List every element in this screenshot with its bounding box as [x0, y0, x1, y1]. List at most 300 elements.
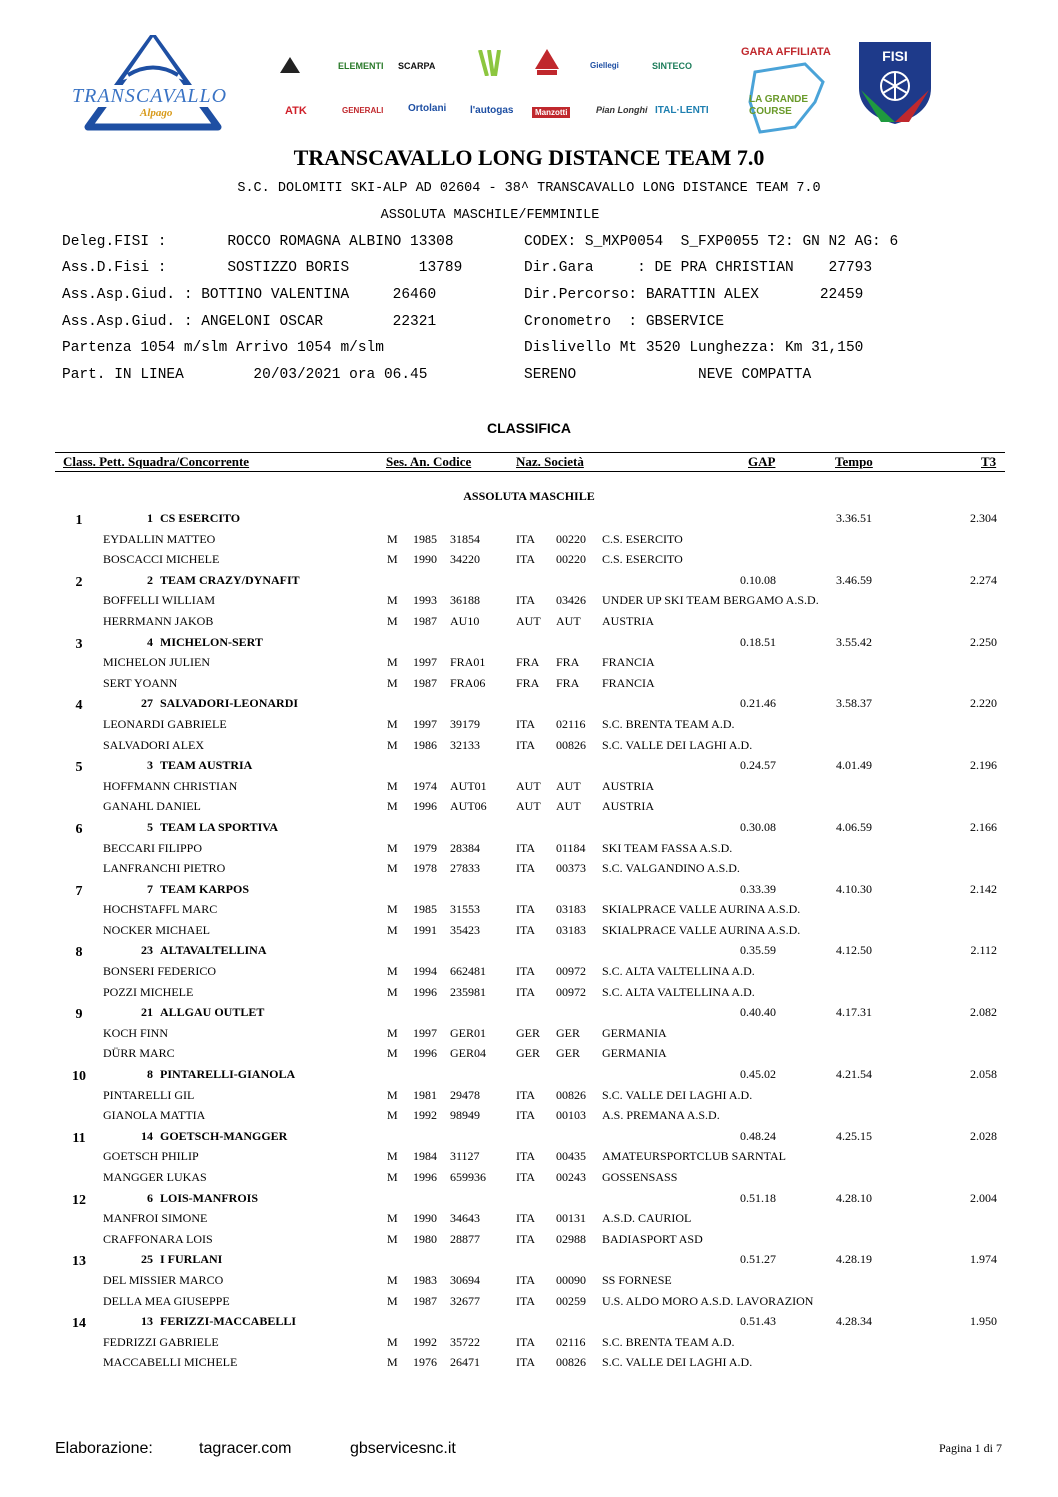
member-soc: 00131: [556, 1211, 586, 1226]
member-naz: ITA: [516, 840, 536, 855]
member-name: CRAFFONARA LOIS: [103, 1231, 213, 1246]
member-societa: AUSTRIA: [602, 778, 655, 793]
member-codice: GER04: [450, 1046, 486, 1061]
member-an: 1987: [413, 613, 437, 628]
team-row: [0, 631, 1058, 652]
member-row: [0, 1042, 1058, 1063]
gara-title: GARA AFFILIATA: [741, 46, 831, 58]
member-naz: GER: [516, 1025, 540, 1040]
team-gap: 0.40.40: [740, 1005, 776, 1020]
member-societa: S.C. VALLE DEI LAGHI A.D.: [602, 737, 753, 752]
team-name: FERIZZI-MACCABELLI: [160, 1314, 297, 1329]
member-name: FEDRIZZI GABRIELE: [103, 1334, 219, 1349]
team-gap: 0.21.46: [740, 696, 776, 711]
member-soc: 00090: [556, 1272, 586, 1287]
team-gap: 0.33.39: [740, 881, 776, 896]
member-codice: FRA01: [450, 655, 486, 670]
team-time: 4.06.59: [836, 819, 872, 834]
member-ses: M: [387, 1334, 398, 1349]
member-ses: M: [387, 1231, 398, 1246]
member-row: [0, 1207, 1058, 1228]
member-name: MACCABELLI MICHELE: [103, 1355, 238, 1370]
team-name: LOIS-MANFROIS: [160, 1190, 259, 1205]
footer-link-gbservice[interactable]: gbservicesnc.it: [350, 1440, 456, 1457]
member-codice: 28877: [450, 1231, 480, 1246]
team-row: [0, 878, 1058, 899]
member-row: [0, 548, 1058, 569]
sponsor-logo: ELEMENTI: [338, 61, 384, 71]
member-an: 1993: [413, 593, 437, 608]
member-codice: 31553: [450, 902, 480, 917]
member-naz: ITA: [516, 984, 536, 999]
member-societa: U.S. ALDO MORO A.S.D. LAVORAZION: [602, 1293, 814, 1308]
member-ses: M: [387, 531, 398, 546]
member-name: HOFFMANN CHRISTIAN: [103, 778, 238, 793]
event-subtitle: S.C. DOLOMITI SKI-ALP AD 02604 - 38^ TRANSCAVALLO LONG DISTANCE TEAM 7.0: [237, 181, 821, 196]
team-time: 4.12.50: [836, 943, 872, 958]
footer-link-tagracer[interactable]: tagracer.com: [199, 1440, 292, 1457]
team-pett: 23: [141, 943, 153, 958]
team-row: [0, 1310, 1058, 1331]
member-codice: FRA06: [450, 675, 486, 690]
member-codice: 36188: [450, 593, 480, 608]
member-ses: M: [387, 1108, 398, 1123]
sponsor-logo: [535, 49, 559, 77]
member-codice: 39179: [450, 716, 480, 731]
member-soc: AUT: [556, 613, 581, 628]
member-soc: 00826: [556, 737, 586, 752]
member-ses: M: [387, 840, 398, 855]
member-naz: ITA: [516, 1355, 536, 1370]
member-societa: S.C. BRENTA TEAM A.D.: [602, 716, 735, 731]
team-gap: 0.35.59: [740, 943, 776, 958]
team-position: 7: [75, 883, 83, 899]
team-t3: 2.274: [970, 572, 997, 587]
member-an: 1996: [413, 1170, 437, 1184]
member-row: [0, 672, 1058, 693]
team-row: [0, 507, 1058, 528]
header-t3: T3: [981, 454, 997, 469]
member-naz: ITA: [516, 861, 536, 876]
member-name: MANGGER LUKAS: [103, 1170, 207, 1184]
member-soc: 00103: [556, 1108, 586, 1123]
member-ses: M: [387, 593, 398, 608]
member-an: 1991: [413, 922, 437, 937]
team-t3: 2.220: [970, 696, 997, 711]
member-name: MICHELON JULIEN: [103, 655, 210, 670]
team-t3: 2.004: [970, 1190, 997, 1205]
info-right-line: CODEX: S_MXP0054 S_FXP0055 T2: GN N2 AG: 6: [524, 234, 899, 250]
member-societa: A.S.D. CAURIOL: [602, 1211, 692, 1226]
info-left-line: Ass.D.Fisi : SOSTIZZO BORIS 13789: [62, 260, 463, 276]
info-left-line: Part. IN LINEA 20/03/2021 ora 06.45: [62, 367, 428, 383]
member-naz: ITA: [516, 922, 536, 937]
member-an: 1997: [413, 1025, 437, 1040]
member-an: 1996: [413, 984, 437, 999]
team-name: MICHELON-SERT: [160, 634, 263, 649]
member-an: 1985: [413, 902, 437, 917]
transcavallo-logo: [68, 35, 238, 135]
member-soc: 02988: [556, 1231, 586, 1246]
member-ses: M: [387, 984, 398, 999]
team-name: ALTAVALTELLINA: [160, 943, 267, 958]
info-left-line: Ass.Asp.Giud. : BOTTINO VALENTINA 26460: [62, 287, 437, 303]
member-ses: M: [387, 1025, 398, 1040]
member-codice: 28384: [450, 840, 480, 855]
member-societa: BADIASPORT ASD: [602, 1231, 703, 1246]
member-codice: 35722: [450, 1334, 480, 1349]
member-row: [0, 1166, 1058, 1187]
member-codice: 34643: [450, 1211, 480, 1226]
team-position: 4: [75, 698, 83, 714]
member-row: [0, 898, 1058, 919]
member-row: [0, 1145, 1058, 1166]
member-societa: GOSSENSASS: [602, 1170, 678, 1184]
team-position: 1: [75, 513, 83, 528]
team-gap: 0.51.43: [740, 1314, 776, 1329]
member-soc: 00243: [556, 1170, 586, 1184]
team-gap: 0.51.18: [740, 1190, 776, 1205]
member-societa: C.S. ESERCITO: [602, 552, 683, 567]
member-row: [0, 528, 1058, 549]
member-name: NOCKER MICHAEL: [103, 922, 210, 937]
member-soc: 00373: [556, 861, 586, 876]
member-societa: SKIALPRACE VALLE AURINA A.S.D.: [602, 922, 801, 937]
member-codice: 27833: [450, 861, 480, 876]
team-t3: 2.196: [970, 758, 997, 773]
team-pett: 13: [141, 1314, 153, 1329]
member-societa: FRANCIA: [602, 675, 655, 690]
team-position: 12: [72, 1192, 86, 1208]
team-t3: 2.142: [970, 881, 997, 896]
team-name: TEAM CRAZY/DYNAFIT: [160, 572, 300, 587]
member-an: 1981: [413, 1087, 437, 1102]
sponsor-logo: Pian Longhi: [596, 105, 648, 115]
member-naz: ITA: [516, 964, 536, 979]
member-name: BOFFELLI WILLIAM: [103, 593, 216, 608]
member-ses: M: [387, 613, 398, 628]
member-societa: AUSTRIA: [602, 613, 655, 628]
member-naz: ITA: [516, 1334, 536, 1349]
sponsor-logo: Manzotti: [532, 107, 570, 118]
member-codice: 26471: [450, 1355, 480, 1370]
team-position: 10: [72, 1069, 86, 1085]
team-gap: 0.51.27: [740, 1252, 776, 1267]
team-time: 4.28.10: [836, 1190, 872, 1205]
member-ses: M: [387, 737, 398, 752]
member-soc: 00826: [556, 1355, 586, 1370]
member-soc: 03426: [556, 593, 586, 608]
member-naz: GER: [516, 1046, 540, 1061]
member-soc: AUT: [556, 778, 581, 793]
member-ses: M: [387, 902, 398, 917]
member-codice: AUT01: [450, 778, 487, 793]
member-ses: M: [387, 778, 398, 793]
fisi-label: FISI: [882, 48, 908, 64]
member-societa: SKIALPRACE VALLE AURINA A.S.D.: [602, 902, 801, 917]
member-name: SALVADORI ALEX: [103, 737, 205, 752]
team-row: [0, 1187, 1058, 1208]
member-societa: A.S. PREMANA A.S.D.: [602, 1108, 720, 1123]
team-time: 4.28.19: [836, 1252, 872, 1267]
member-an: 1987: [413, 675, 437, 690]
member-societa: S.C. VALLE DEI LAGHI A.D.: [602, 1087, 753, 1102]
team-name: GOETSCH-MANGGER: [160, 1128, 288, 1143]
member-soc: 03183: [556, 902, 586, 917]
header-naz-societa: Naz. Società: [516, 454, 584, 469]
member-soc: FRA: [556, 655, 580, 670]
team-t3: 2.028: [970, 1128, 997, 1143]
gara-subtitle: LA GRANDE COURSE: [749, 94, 809, 117]
info-right-line: Dislivello Mt 3520 Lunghezza: Km 31,150: [524, 340, 864, 356]
info-right-line: Dir.Percorso: BARATTIN ALEX 22459: [524, 287, 864, 303]
team-row: [0, 1063, 1058, 1084]
footer-elaborazione: Elaborazione:: [55, 1440, 153, 1457]
member-name: KOCH FINN: [103, 1025, 169, 1040]
gara-affiliata-logo: [735, 42, 835, 137]
header-ses-an-codice: Ses. An. Codice: [386, 454, 472, 469]
member-row: [0, 837, 1058, 858]
member-an: 1985: [413, 531, 437, 546]
team-time: 4.25.15: [836, 1128, 872, 1143]
info-right-line: Dir.Gara : DE PRA CHRISTIAN 27793: [524, 260, 873, 276]
member-name: PINTARELLI GIL: [103, 1087, 195, 1102]
member-societa: S.C. BRENTA TEAM A.D.: [602, 1334, 735, 1349]
member-ses: M: [387, 1087, 398, 1102]
info-right-line: SERENO NEVE COMPATTA: [524, 367, 812, 383]
member-row: [0, 960, 1058, 981]
team-row: [0, 939, 1058, 960]
team-pett: 21: [141, 1005, 153, 1020]
member-an: 1990: [413, 552, 437, 567]
member-an: 1979: [413, 840, 437, 855]
fisi-logo: [855, 38, 935, 126]
team-pett: 5: [147, 819, 153, 834]
member-societa: GERMANIA: [602, 1046, 667, 1061]
member-codice: 30694: [450, 1272, 480, 1287]
member-row: [0, 775, 1058, 796]
member-codice: 31127: [450, 1149, 480, 1164]
member-name: EYDALLIN MATTEO: [103, 531, 216, 546]
member-name: GANAHL DANIEL: [103, 799, 201, 814]
member-codice: 98949: [450, 1108, 480, 1123]
member-row: [0, 857, 1058, 878]
member-naz: ITA: [516, 716, 536, 731]
page-title: TRANSCAVALLO LONG DISTANCE TEAM 7.0: [293, 145, 765, 170]
header-class-pett-squadra: Class. Pett. Squadra/Concorrente: [63, 454, 250, 469]
info-left-line: Deleg.FISI : ROCCO ROMAGNA ALBINO 13308: [62, 234, 454, 250]
team-pett: 25: [141, 1252, 153, 1267]
member-soc: 02116: [556, 716, 586, 731]
team-gap: 0.45.02: [740, 1067, 776, 1082]
team-position: 9: [75, 1007, 83, 1023]
team-t3: 2.112: [970, 943, 997, 958]
member-row: [0, 1084, 1058, 1105]
member-name: BONSERI FEDERICO: [103, 964, 217, 979]
team-t3: 2.082: [970, 1005, 997, 1020]
section-title: ASSOLUTA MASCHILE: [463, 489, 595, 503]
member-societa: S.C. VALGANDINO A.S.D.: [602, 861, 740, 876]
team-row: [0, 569, 1058, 590]
member-row: [0, 981, 1058, 1002]
member-name: HOCHSTAFFL MARC: [103, 902, 218, 917]
member-soc: GER: [556, 1025, 580, 1040]
member-an: 1992: [413, 1334, 437, 1349]
team-position: 3: [75, 636, 83, 652]
member-naz: ITA: [516, 1231, 536, 1246]
team-pett: 3: [147, 758, 153, 773]
member-ses: M: [387, 1149, 398, 1164]
member-soc: 03183: [556, 922, 586, 937]
member-name: SERT YOANN: [103, 675, 178, 690]
team-pett: 27: [141, 696, 153, 711]
member-codice: AU10: [450, 613, 480, 628]
member-name: HERRMANN JAKOB: [103, 613, 214, 628]
member-soc: 00435: [556, 1149, 586, 1164]
member-row: [0, 1022, 1058, 1043]
team-t3: 2.304: [970, 511, 997, 525]
member-name: BOSCACCI MICHELE: [103, 552, 220, 567]
member-soc: 00259: [556, 1293, 586, 1308]
member-name: MANFROI SIMONE: [103, 1211, 208, 1226]
member-name: DEL MISSIER MARCO: [103, 1272, 224, 1287]
member-codice: 32677: [450, 1293, 480, 1308]
team-row: [0, 816, 1058, 837]
team-name: SALVADORI-LEONARDI: [160, 696, 299, 711]
member-ses: M: [387, 964, 398, 979]
member-societa: FRANCIA: [602, 655, 655, 670]
team-t3: 2.166: [970, 819, 997, 834]
sponsor-logos: [280, 45, 720, 125]
member-naz: ITA: [516, 1211, 536, 1226]
member-name: LANFRANCHI PIETRO: [103, 861, 226, 876]
team-pett: 4: [147, 634, 153, 649]
sponsor-logo: GENERALI: [342, 106, 384, 115]
member-societa: C.S. ESERCITO: [602, 531, 683, 546]
team-position: 5: [75, 760, 83, 776]
member-an: 1996: [413, 799, 437, 814]
sponsor-logo: Ortolani: [408, 103, 447, 114]
sponsor-logo: Giellegi: [590, 61, 619, 70]
team-name: TEAM LA SPORTIVA: [160, 819, 279, 834]
team-row: [0, 1248, 1058, 1269]
info-left-line: Ass.Asp.Giud. : ANGELONI OSCAR 22321: [62, 314, 437, 330]
member-an: 1997: [413, 716, 437, 731]
sponsor-logo: l'autogas: [470, 105, 514, 116]
team-position: 13: [72, 1254, 86, 1270]
member-name: LEONARDI GABRIELE: [103, 716, 227, 731]
sponsor-logo: SCARPA: [398, 61, 436, 71]
member-soc: 01184: [556, 840, 586, 855]
team-name: I FURLANI: [160, 1252, 223, 1267]
member-codice: 32133: [450, 737, 480, 752]
team-time: 4.28.34: [836, 1314, 872, 1329]
member-soc: AUT: [556, 799, 581, 814]
member-naz: ITA: [516, 1170, 536, 1184]
member-ses: M: [387, 1293, 398, 1308]
member-ses: M: [387, 552, 398, 567]
member-an: 1978: [413, 861, 437, 876]
team-pett: 6: [147, 1190, 153, 1205]
team-position: 11: [72, 1130, 86, 1146]
team-row: [0, 1001, 1058, 1022]
team-gap: 0.30.08: [740, 819, 776, 834]
member-name: DELLA MEA GIUSEPPE: [103, 1293, 230, 1308]
member-an: 1987: [413, 1293, 437, 1308]
team-time: 3.55.42: [836, 634, 872, 649]
team-position: 14: [72, 1316, 86, 1332]
member-societa: UNDER UP SKI TEAM BERGAMO A.S.D.: [602, 593, 819, 608]
team-time: 4.21.54: [836, 1067, 872, 1082]
classifica-heading: CLASSIFICA: [487, 420, 571, 436]
member-naz: ITA: [516, 1293, 536, 1308]
member-societa: S.C. VALLE DEI LAGHI A.D.: [602, 1355, 753, 1370]
member-an: 1996: [413, 1046, 437, 1061]
member-name: GIANOLA MATTIA: [103, 1108, 206, 1123]
team-position: 8: [75, 945, 83, 961]
member-name: POZZI MICHELE: [103, 984, 194, 999]
header-gap: GAP: [748, 454, 776, 469]
member-row: [0, 1228, 1058, 1249]
member-name: GOETSCH PHILIP: [103, 1149, 199, 1164]
member-societa: AMATEURSPORTCLUB SARNTAL: [602, 1149, 787, 1164]
team-pett: 8: [147, 1067, 153, 1082]
member-soc: 00972: [556, 984, 586, 999]
team-t3: 2.250: [970, 634, 997, 649]
member-societa: SKI TEAM FASSA A.S.D.: [602, 840, 733, 855]
member-an: 1994: [413, 964, 437, 979]
member-ses: M: [387, 716, 398, 731]
member-name: DÜRR MARC: [103, 1046, 175, 1061]
member-name: BECCARI FILIPPO: [103, 840, 203, 855]
team-row: [0, 754, 1058, 775]
member-naz: AUT: [516, 799, 541, 814]
member-societa: SS FORNESE: [602, 1272, 672, 1287]
team-name: ALLGAU OUTLET: [160, 1005, 265, 1020]
team-time: 3.58.37: [836, 696, 872, 711]
member-an: 1976: [413, 1355, 437, 1370]
member-ses: M: [387, 1170, 398, 1184]
sponsor-logo: ATK: [285, 105, 307, 117]
team-name: TEAM AUSTRIA: [160, 758, 253, 773]
info-left-line: Partenza 1054 m/slm Arrivo 1054 m/slm: [62, 340, 384, 356]
member-societa: AUSTRIA: [602, 799, 655, 814]
member-soc: 00220: [556, 552, 586, 567]
team-t3: 1.950: [970, 1314, 997, 1329]
member-row: [0, 713, 1058, 734]
member-codice: AUT06: [450, 799, 487, 814]
team-time: 4.10.30: [836, 881, 872, 896]
results-table: [0, 507, 1058, 1372]
member-row: [0, 919, 1058, 940]
member-naz: ITA: [516, 593, 536, 608]
team-t3: 2.058: [970, 1067, 997, 1082]
member-naz: FRA: [516, 655, 540, 670]
member-naz: AUT: [516, 778, 541, 793]
member-codice: 34220: [450, 552, 480, 567]
member-naz: ITA: [516, 1149, 536, 1164]
sponsor-logo: [280, 57, 300, 75]
logo-subtitle: Alpago: [140, 107, 173, 119]
sponsor-logo: ITAL·LENTI: [655, 105, 709, 116]
member-codice: 35423: [450, 922, 480, 937]
member-soc: 02116: [556, 1334, 586, 1349]
team-row: [0, 692, 1058, 713]
member-soc: 00220: [556, 531, 586, 546]
logo-title: TRANSCAVALLO: [72, 85, 228, 107]
member-soc: 00826: [556, 1087, 586, 1102]
member-ses: M: [387, 675, 398, 690]
